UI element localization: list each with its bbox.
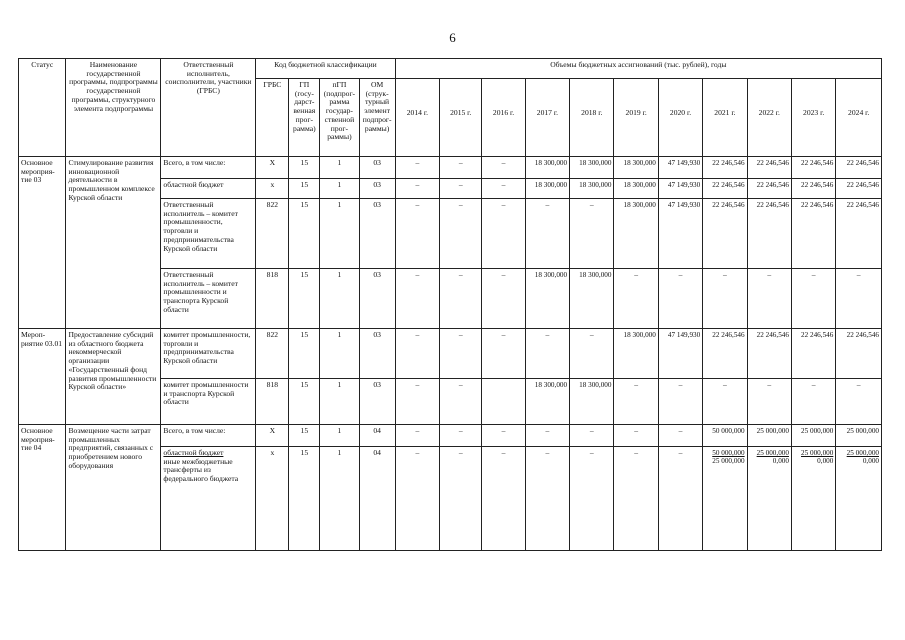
value-cell: – bbox=[658, 425, 702, 447]
value-cell: 22 246,546 bbox=[703, 199, 747, 269]
value-cell: – bbox=[836, 269, 882, 329]
header-year: 2020 г. bbox=[658, 79, 702, 157]
header-year: 2024 г. bbox=[836, 79, 882, 157]
pgp-cell: 1 bbox=[320, 157, 359, 179]
value-cell: – bbox=[395, 199, 439, 269]
value-cell: – bbox=[482, 157, 525, 179]
value-cell: – bbox=[703, 379, 747, 425]
executor-cell: областной бюджет bbox=[161, 179, 256, 199]
value-cell: 18 300,000 bbox=[614, 179, 658, 199]
value-cell: 22 246,546 bbox=[836, 199, 882, 269]
om-cell: 03 bbox=[359, 379, 395, 425]
header-year: 2017 г. bbox=[525, 79, 569, 157]
executor-cell: Ответственный исполнитель – комитет промышленности, торговли и предпринимательства Курской области bbox=[161, 199, 256, 269]
value-cell: 22 246,546 bbox=[703, 179, 747, 199]
value-cell: 18 300,000 bbox=[614, 329, 658, 379]
value-cell: 47 149,930 bbox=[658, 199, 702, 269]
value-cell: – bbox=[482, 329, 525, 379]
value-line: 0,000 bbox=[772, 457, 789, 466]
name-cell: Возмещение части затрат промышленных предприятий, связанных с приобретением нового оборудования bbox=[66, 425, 161, 551]
header-year: 2018 г. bbox=[570, 79, 614, 157]
value-cell bbox=[836, 447, 882, 551]
value-cell: 18 300,000 bbox=[525, 379, 569, 425]
gp-cell: 15 bbox=[289, 425, 320, 447]
gp-cell: 15 bbox=[289, 157, 320, 179]
value-cell: – bbox=[658, 269, 702, 329]
value-cell: – bbox=[440, 179, 482, 199]
gp-cell: 15 bbox=[289, 269, 320, 329]
grbs-cell: 822 bbox=[256, 329, 289, 379]
value-cell: – bbox=[747, 269, 791, 329]
value-line: 25 000,000 bbox=[756, 449, 789, 457]
value-cell: 25 000,000 bbox=[836, 425, 882, 447]
pgp-cell: 1 bbox=[320, 447, 359, 551]
name-cell: Стимулирование развития инновационной деятельности в промышленном комплексе Курской области bbox=[66, 157, 161, 329]
value-cell: 22 246,546 bbox=[791, 329, 835, 379]
om-cell: 03 bbox=[359, 329, 395, 379]
value-cell: 50 000,000 bbox=[703, 425, 747, 447]
pgp-cell: 1 bbox=[320, 269, 359, 329]
value-cell: – bbox=[440, 425, 482, 447]
value-cell: – bbox=[395, 157, 439, 179]
value-cell bbox=[482, 379, 525, 425]
grbs-cell: Х bbox=[256, 157, 289, 179]
value-cell: – bbox=[440, 329, 482, 379]
value-cell: 22 246,546 bbox=[747, 329, 791, 379]
header-executor: Ответственный исполнитель, соисполнители, участники (ГРБС) bbox=[161, 59, 256, 157]
executor-cell: комитет промышленности и транспорта Курской области bbox=[161, 379, 256, 425]
executor-cell: Всего, в том числе: bbox=[161, 157, 256, 179]
value-cell: – bbox=[482, 447, 525, 551]
value-cell: 22 246,546 bbox=[703, 329, 747, 379]
gp-cell: 15 bbox=[289, 199, 320, 269]
header-name: Наименование государственной программы, подпрограммы государственной программы, структурного элемента подпрограммы bbox=[66, 59, 161, 157]
value-cell: – bbox=[440, 447, 482, 551]
pgp-cell: 1 bbox=[320, 425, 359, 447]
page-number: 6 bbox=[449, 30, 456, 45]
executor-cell bbox=[161, 447, 256, 551]
value-cell: 18 300,000 bbox=[525, 157, 569, 179]
value-cell: 22 246,546 bbox=[836, 157, 882, 179]
om-cell: 03 bbox=[359, 269, 395, 329]
value-cell: – bbox=[395, 447, 439, 551]
grbs-cell: 822 bbox=[256, 199, 289, 269]
value-cell: 18 300,000 bbox=[570, 179, 614, 199]
header-year: 2016 г. bbox=[482, 79, 525, 157]
executor-cell: Всего, в том числе: bbox=[161, 425, 256, 447]
value-cell: – bbox=[525, 447, 569, 551]
pgp-cell: 1 bbox=[320, 199, 359, 269]
value-line: 25 000,000 bbox=[801, 449, 834, 457]
budget-table bbox=[18, 58, 882, 551]
header-year: 2022 г. bbox=[747, 79, 791, 157]
value-cell: – bbox=[703, 269, 747, 329]
header-om: ОМ (струк-турный элемент подпрог-раммы) bbox=[359, 79, 395, 157]
value-cell: – bbox=[836, 379, 882, 425]
value-cell: 25 000,000 bbox=[747, 425, 791, 447]
value-cell bbox=[703, 447, 747, 551]
value-cell: 22 246,546 bbox=[747, 179, 791, 199]
value-cell: – bbox=[570, 447, 614, 551]
value-cell: – bbox=[440, 157, 482, 179]
grbs-cell: 818 bbox=[256, 379, 289, 425]
table-row bbox=[19, 157, 882, 179]
value-cell: – bbox=[440, 199, 482, 269]
value-cell: 47 149,930 bbox=[658, 329, 702, 379]
value-cell: 18 300,000 bbox=[570, 379, 614, 425]
status-cell: Основное мероприя-тие 04 bbox=[19, 425, 66, 551]
header-grbs: ГРБС bbox=[256, 79, 289, 157]
value-cell: – bbox=[570, 199, 614, 269]
value-cell: 18 300,000 bbox=[525, 179, 569, 199]
value-cell: – bbox=[395, 425, 439, 447]
grbs-cell: х bbox=[256, 179, 289, 199]
pgp-cell: 1 bbox=[320, 329, 359, 379]
gp-cell: 15 bbox=[289, 329, 320, 379]
grbs-cell: Х bbox=[256, 425, 289, 447]
value-cell: – bbox=[570, 329, 614, 379]
value-cell: – bbox=[395, 179, 439, 199]
gp-cell: 15 bbox=[289, 179, 320, 199]
value-cell: 22 246,546 bbox=[703, 157, 747, 179]
value-cell: – bbox=[440, 269, 482, 329]
value-cell: – bbox=[658, 447, 702, 551]
value-cell: – bbox=[525, 329, 569, 379]
om-cell: 03 bbox=[359, 199, 395, 269]
value-cell: 18 300,000 bbox=[614, 157, 658, 179]
om-cell: 04 bbox=[359, 425, 395, 447]
value-cell: – bbox=[482, 269, 525, 329]
value-cell: – bbox=[614, 269, 658, 329]
value-cell: – bbox=[395, 269, 439, 329]
value-cell bbox=[791, 447, 835, 551]
value-cell: 47 149,930 bbox=[658, 179, 702, 199]
executor-extra-label: иные межбюджетные трансферты из федерального бюджета bbox=[163, 456, 239, 484]
pgp-cell: 1 bbox=[320, 379, 359, 425]
value-cell: 18 300,000 bbox=[614, 199, 658, 269]
value-cell bbox=[747, 447, 791, 551]
value-cell: 18 300,000 bbox=[525, 269, 569, 329]
value-cell: 22 246,546 bbox=[836, 329, 882, 379]
grbs-cell: х bbox=[256, 447, 289, 551]
value-cell: – bbox=[482, 179, 525, 199]
value-cell: – bbox=[614, 379, 658, 425]
value-cell: – bbox=[747, 379, 791, 425]
header-code-group: Код бюджетной классификации bbox=[256, 59, 395, 79]
header-year: 2021 г. bbox=[703, 79, 747, 157]
value-cell: – bbox=[614, 447, 658, 551]
name-cell: Предоставление субсидий из областного бюджета некоммерческой организации «Государственный фонд развития промышленности Курской области» bbox=[66, 329, 161, 425]
header-year: 2023 г. bbox=[791, 79, 835, 157]
executor-cell: комитет промышленности, торговли и предпринимательства Курской области bbox=[161, 329, 256, 379]
value-cell: 22 246,546 bbox=[747, 157, 791, 179]
om-cell: 03 bbox=[359, 179, 395, 199]
value-cell: 22 246,546 bbox=[791, 199, 835, 269]
value-cell: – bbox=[482, 425, 525, 447]
header-year: 2019 г. bbox=[614, 79, 658, 157]
header-gp: ГП (госу-дарст-венная прог-рамма) bbox=[289, 79, 320, 157]
value-line: 0,000 bbox=[862, 457, 879, 466]
value-cell: – bbox=[791, 379, 835, 425]
header-status: Статус bbox=[19, 59, 66, 157]
om-cell: 03 bbox=[359, 157, 395, 179]
value-cell: – bbox=[395, 329, 439, 379]
value-cell: 47 149,930 bbox=[658, 157, 702, 179]
gp-cell: 15 bbox=[289, 379, 320, 425]
header-year: 2014 г. bbox=[395, 79, 439, 157]
value-cell: – bbox=[570, 425, 614, 447]
value-cell: – bbox=[440, 379, 482, 425]
executor-cell: Ответственный исполнитель – комитет промышленности и транспорта Курской области bbox=[161, 269, 256, 329]
value-cell: 22 246,546 bbox=[791, 179, 835, 199]
grbs-cell: 818 bbox=[256, 269, 289, 329]
table-row bbox=[19, 425, 882, 447]
value-cell: – bbox=[658, 379, 702, 425]
status-cell: Основное мероприя-тие 03 bbox=[19, 157, 66, 329]
table-row bbox=[19, 329, 882, 379]
value-cell: – bbox=[791, 269, 835, 329]
value-line: 50 000,000 bbox=[712, 449, 745, 457]
value-cell: – bbox=[395, 379, 439, 425]
header-volumes-group: Объемы бюджетных ассигнований (тыс. рублей), годы bbox=[395, 59, 881, 79]
value-cell: – bbox=[525, 199, 569, 269]
value-cell: – bbox=[482, 199, 525, 269]
gp-cell: 15 bbox=[289, 447, 320, 551]
value-line: 0,000 bbox=[817, 457, 834, 466]
om-cell: 04 bbox=[359, 447, 395, 551]
value-cell: 22 246,546 bbox=[836, 179, 882, 199]
executor-label: областной бюджет bbox=[163, 448, 224, 457]
value-line: 25 000,000 bbox=[846, 449, 879, 457]
header-pgp: пГП (подпрог-рамма государ-ственной прог-раммы) bbox=[320, 79, 359, 157]
value-cell: – bbox=[614, 425, 658, 447]
value-cell: 18 300,000 bbox=[570, 157, 614, 179]
value-cell: 18 300,000 bbox=[570, 269, 614, 329]
header-year: 2015 г. bbox=[440, 79, 482, 157]
value-cell: 22 246,546 bbox=[791, 157, 835, 179]
value-cell: 22 246,546 bbox=[747, 199, 791, 269]
value-line: 25 000,000 bbox=[712, 457, 745, 466]
pgp-cell: 1 bbox=[320, 179, 359, 199]
status-cell: Мероп-риятие 03.01 bbox=[19, 329, 66, 425]
value-cell: 25 000,000 bbox=[791, 425, 835, 447]
value-cell: – bbox=[525, 425, 569, 447]
